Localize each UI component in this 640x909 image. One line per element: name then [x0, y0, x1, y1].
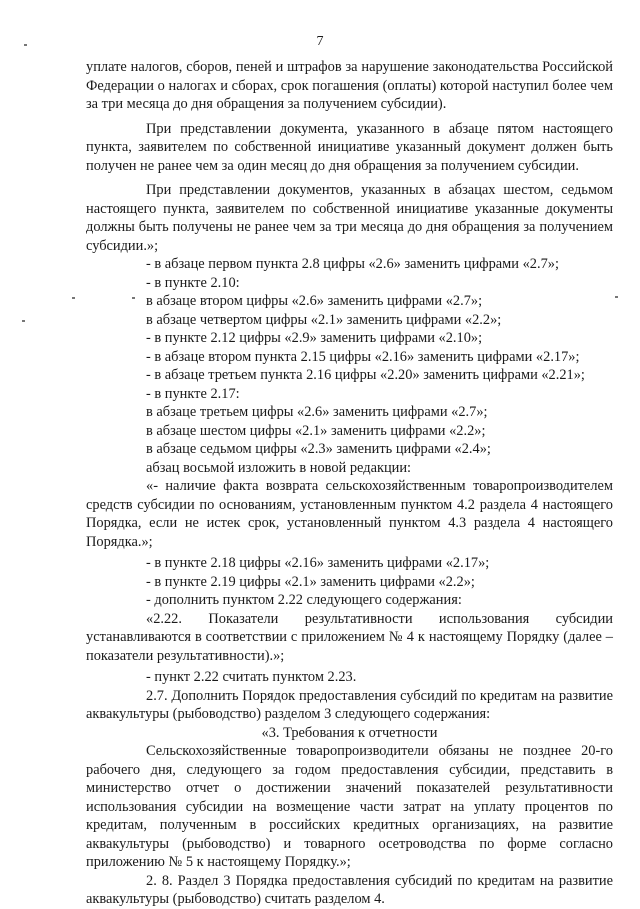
quoted-paragraph: «2.22. Показатели результативности использования субсидии устанавливаются в соответствии с приложением № 4 к настоящему Порядку (далее – показатели результативности).»;: [86, 610, 613, 664]
list-item: - в пункте 2.12 цифры «2.9» заменить цифрами «2.10»;: [146, 330, 483, 346]
list-item: в абзаце четвертом цифры «2.1» заменить цифрами «2.2»;: [146, 311, 502, 328]
paragraph: Сельскохозяйственные товаропроизводители обязаны не позднее 20-го рабочего дня, следующего за годом предоставления субсидии, представить в министерство отчет о достижении значений показателей результативности использования субсидии на возмещение части затрат на уплату процентов по кредитам, полученным в российских кредитных организациях, на развитие аквакультуры (рыбоводство) и товарного осетроводства по форме согласно приложению № 5 к настоящему Порядку.»;: [86, 743, 613, 870]
list-item: - в пункте 2.17:: [146, 385, 240, 402]
list-item: - дополнить пунктом 2.22 следующего содержания:: [146, 592, 462, 608]
quoted-paragraph: «- наличие факта возврата сельскохозяйственным товаропроизводителем средств субсидии по основаниям, установленным пунктом 4.2 раздела 4 настоящего Порядка, если не истек срок, установленный пунктом 4.3 раздела 4 настоящего Порядка.»;: [86, 478, 613, 550]
scan-speck: [24, 44, 27, 46]
section-heading: «3. Требования к отчетности: [261, 724, 438, 741]
page-number: 7: [316, 34, 324, 49]
paragraph: При представлении документов, указанных в абзацах шестом, седьмом настоящего пункта, заявителем по собственной инициативе указанные документы должны быть получены не ранее чем за три месяца до дня обращения за получением субсидии.»;: [86, 182, 613, 254]
list-item: в абзаце шестом цифры «2.1» заменить цифрами «2.2»;: [146, 422, 486, 439]
list-item: - пункт 2.22 считать пунктом 2.23.: [146, 669, 357, 685]
list-item: - в абзаце втором пункта 2.15 цифры «2.16» заменить цифрами «2.17»;: [146, 348, 580, 365]
paragraph: При представлении документа, указанного в абзаце пятом настоящего пункта, заявителем по собственной инициативе указанный документ должен быть получен не ранее чем за один месяц до дня обращения за получением субсидии.: [86, 120, 613, 174]
list-item: в абзаце седьмом цифры «2.3» заменить цифрами «2.4»;: [146, 441, 491, 457]
document-body: [86, 58, 613, 909]
paragraph: 2. 8. Раздел 3 Порядка предоставления субсидий по кредитам на развитие аквакультуры (рыбоводство) считать разделом 4.: [86, 872, 613, 907]
list-item: - в абзаце первом пункта 2.8 цифры «2.6» заменить цифрами «2.7»;: [146, 256, 559, 272]
scan-speck: [72, 297, 75, 299]
scan-speck: [22, 320, 25, 322]
scan-speck: [615, 296, 618, 298]
list-item: - в пункте 2.18 цифры «2.16» заменить цифрами «2.17»;: [146, 555, 490, 571]
list-item: в абзаце третьем цифры «2.6» заменить цифрами «2.7»;: [146, 404, 488, 420]
list-item: - в пункте 2.19 цифры «2.1» заменить цифрами «2.2»;: [146, 573, 475, 590]
list-item: - в пункте 2.10:: [146, 274, 240, 291]
list-item: в абзаце втором цифры «2.6» заменить цифрами «2.7»;: [146, 293, 483, 309]
paragraph: уплате налогов, сборов, пеней и штрафов за нарушение законодательства Российской Федерации о налогах и сборах, срок погашения (оплаты) которой наступил более чем за три месяца до дня обращения за получением субсидии).: [86, 59, 613, 112]
paragraph: 2.7. Дополнить Порядок предоставления субсидий по кредитам на развитие аквакультуры (рыбоводство) разделом 3 следующего содержания:: [86, 687, 613, 722]
list-item: - в абзаце третьем пункта 2.16 цифры «2.20» заменить цифрами «2.21»;: [146, 367, 585, 383]
list-item: абзац восьмой изложить в новой редакции:: [146, 459, 412, 476]
